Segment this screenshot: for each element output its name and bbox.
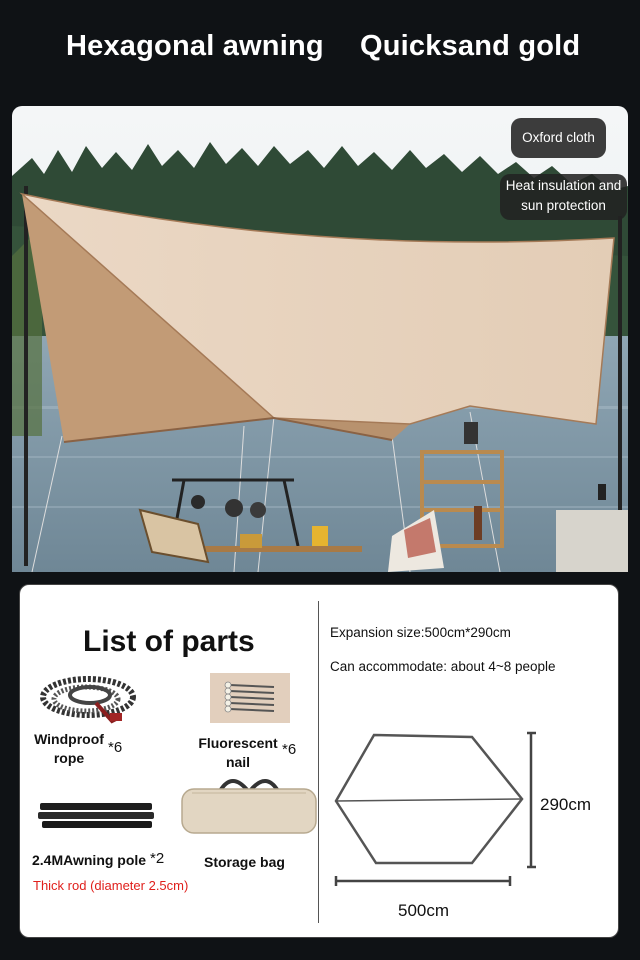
awning-pole-image [36,799,158,835]
windproof-rope-label [30,730,108,768]
title-right: Quicksand gold [360,30,581,62]
panel-divider [318,601,319,923]
oxford-cloth-tag [511,118,606,158]
fluorescent-nail-image [210,673,290,723]
fluorescent-nail-qty: *6 [282,741,297,758]
fluorescent-nail-label [192,734,284,772]
awning-pole-label: 2.4MAwning pole [32,852,147,868]
capacity-text: Can accommodate: about 4~8 people [330,659,556,674]
heat-tag-line1: Heat insulation and [505,178,622,193]
windproof-rope-qty: *6 [108,739,123,756]
fluorescent-nail-label-line1: Fluorescent [198,735,278,751]
windproof-rope-image [38,673,138,733]
fluorescent-nail-label-line2: nail [225,754,251,770]
expansion-size-text: Expansion size:500cm*290cm [330,625,511,640]
heat-tag-line2: sun protection [521,198,606,213]
parts-title: List of parts [83,625,255,658]
oxford-cloth-text: Oxford cloth [522,130,595,145]
hexagon-dimension-diagram [320,715,620,929]
storage-bag-label: Storage bag [204,854,285,870]
width-dimension-label: 500cm [398,901,450,920]
storage-bag-image [180,771,318,837]
parts-panel [19,584,619,938]
heat-insulation-tag [500,174,627,220]
windproof-rope-label-line1: Windproof [34,731,104,747]
windproof-rope-label-line2: rope [53,750,85,766]
header [0,0,640,100]
title-left: Hexagonal awning [66,30,324,62]
awning-pole-qty: *2 [150,850,165,867]
thick-rod-note: Thick rod (diameter 2.5cm) [33,878,189,893]
height-dimension-label: 290cm [540,795,592,814]
